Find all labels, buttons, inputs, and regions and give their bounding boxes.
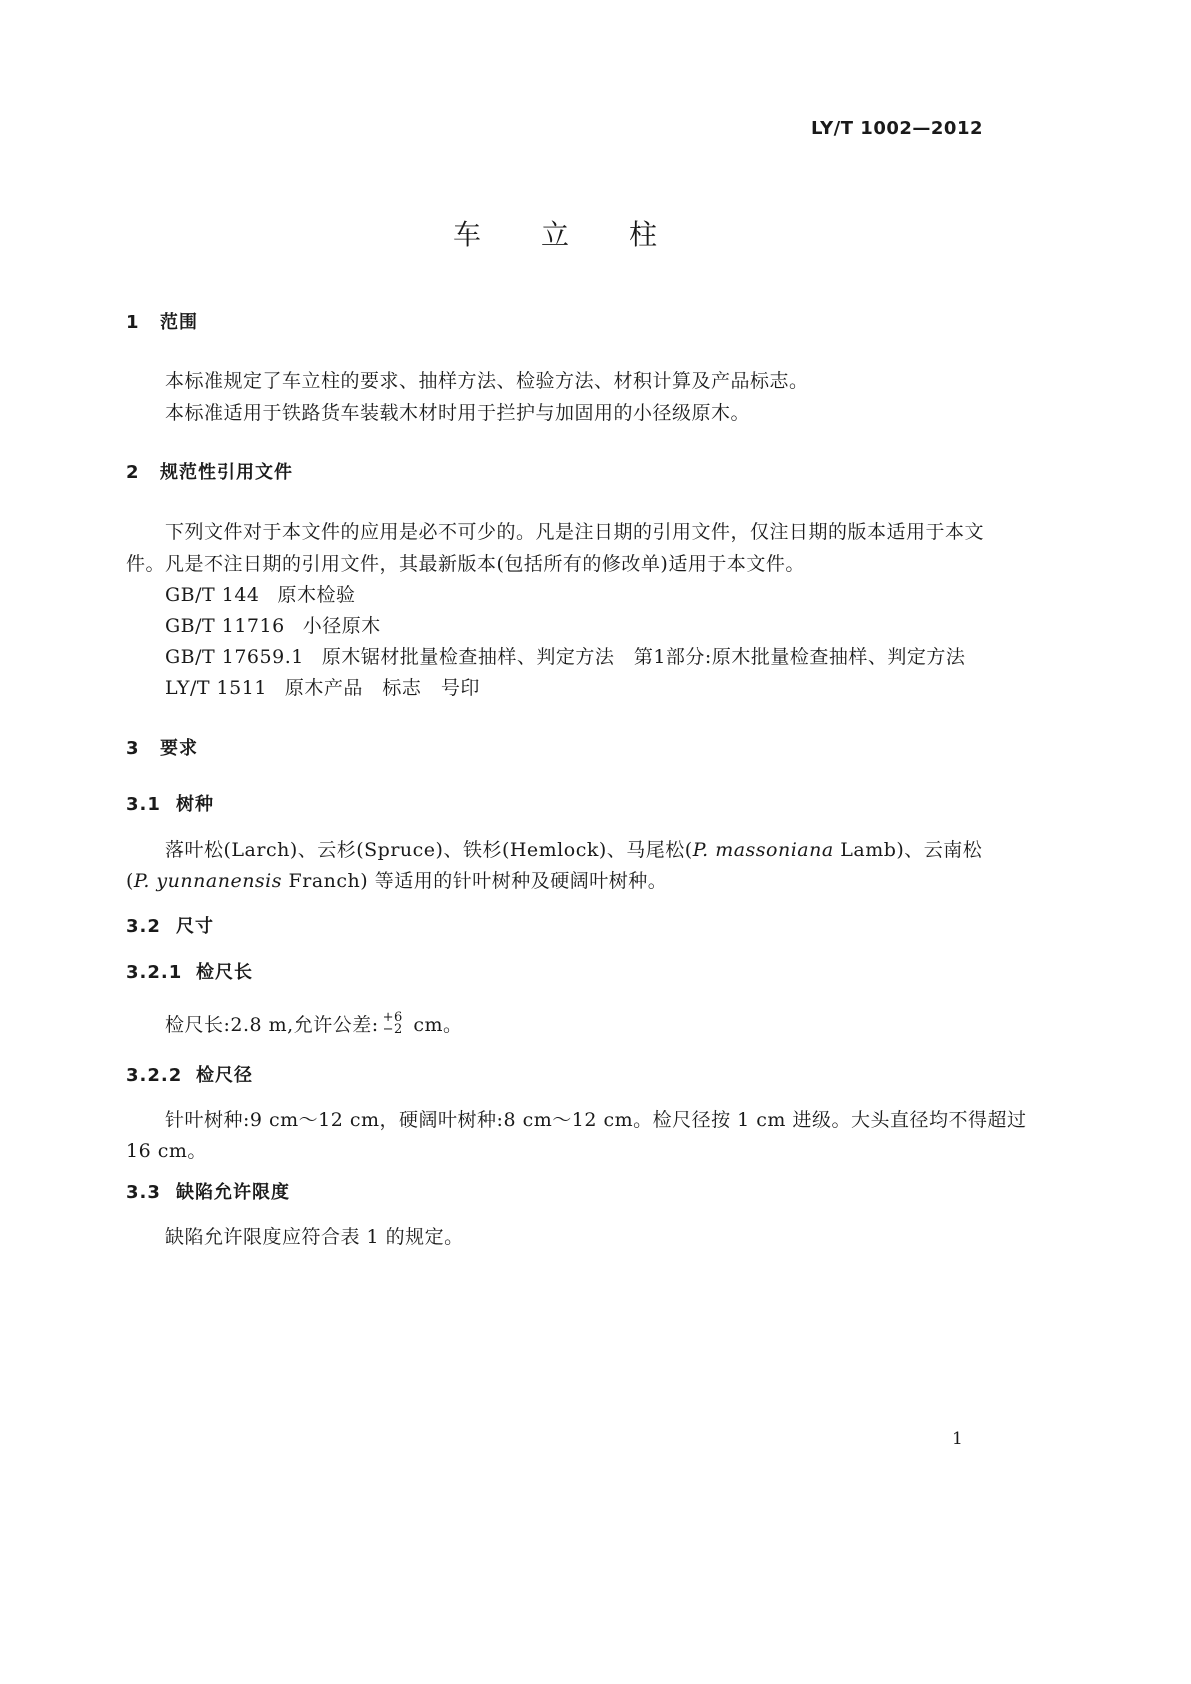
section-3-heading: [126, 734, 198, 760]
reference-item: [165, 673, 480, 700]
section-title: 尺寸: [176, 916, 214, 937]
tolerance-fraction: [383, 1012, 403, 1036]
species-text: 落叶松(Larch)、云杉(Spruce)、铁杉(Hemlock)、马尾松(: [165, 839, 693, 861]
section-3-2-1-heading: [126, 958, 253, 984]
reference-item: [165, 642, 965, 669]
page-title: 车立柱: [453, 218, 718, 251]
section-1-paragraph-1: 本标准规定了车立柱的要求、抽样方法、检验方法、材积计算及产品标志。: [165, 370, 809, 392]
section-number: 3: [126, 738, 140, 759]
section-title: 规范性引用文件: [160, 462, 293, 483]
section-1-paragraph-2: 本标准适用于铁路货车装载木材时用于拦护与加固用的小径级原木。: [165, 402, 751, 424]
reference-item: [165, 611, 381, 638]
section-number: 3.3: [126, 1182, 161, 1203]
species-text: Lamb)、云南松: [833, 839, 983, 861]
reference-code: GB/T 144: [165, 584, 260, 606]
species-text: Franch) 等适用的针叶树种及硬阔叶树种。: [282, 870, 668, 892]
section-3-3-heading: [126, 1178, 290, 1204]
section-3-2-2-heading: [126, 1061, 253, 1087]
standard-code: LY/T 1002—2012: [810, 118, 983, 139]
latin-name: P. massoniana: [692, 839, 834, 861]
section-number: 3.2.1: [126, 962, 183, 983]
section-title: 缺陷允许限度: [176, 1182, 290, 1203]
section-title: 要求: [160, 738, 198, 759]
latin-name: P. yunnanensis: [133, 870, 283, 892]
length-unit: cm。: [406, 1014, 463, 1036]
diameter-line-2: 16 cm。: [126, 1140, 207, 1162]
tolerance-upper: +6: [382, 1010, 403, 1025]
section-2-paragraph-line-2: 件。凡是不注日期的引用文件，其最新版本(包括所有的修改单)适用于本文件。: [126, 553, 805, 575]
section-title: 检尺长: [196, 962, 253, 983]
section-1-heading: [126, 308, 198, 334]
length-tolerance-text: [165, 1010, 463, 1038]
reference-name: 原木锯材批量检查抽样、判定方法 第1部分:原木批量检查抽样、判定方法: [321, 646, 966, 668]
section-number: 2: [126, 462, 140, 483]
length-text: 检尺长:2.8 m,允许公差:: [165, 1014, 379, 1036]
reference-name: 小径原木: [302, 615, 381, 637]
section-title: 范围: [160, 312, 198, 333]
reference-code: GB/T 17659.1: [165, 646, 304, 668]
species-text: (: [126, 870, 134, 892]
tolerance-lower: −2: [382, 1022, 403, 1037]
species-line-1: [165, 835, 982, 862]
section-2-paragraph-line-1: 下列文件对于本文件的应用是必不可少的。凡是注日期的引用文件，仅注日期的版本适用于本文: [165, 521, 985, 543]
section-number: 3.2.2: [126, 1065, 183, 1086]
section-number: 3.2: [126, 916, 161, 937]
reference-code: GB/T 11716: [165, 615, 285, 637]
defect-limit-text: 缺陷允许限度应符合表 1 的规定。: [165, 1226, 464, 1248]
section-number: 1: [126, 312, 140, 333]
reference-code: LY/T 1511: [165, 677, 267, 699]
reference-name: 原木产品 标志 号印: [284, 677, 480, 699]
section-2-heading: [126, 458, 293, 484]
section-3-2-heading: [126, 912, 214, 938]
section-number: 3.1: [126, 794, 161, 815]
reference-name: 原木检验: [277, 584, 356, 606]
page-number: 1: [952, 1429, 963, 1449]
section-title: 树种: [176, 794, 214, 815]
section-3-1-heading: [126, 790, 214, 816]
section-title: 检尺径: [196, 1065, 253, 1086]
reference-item: [165, 580, 356, 607]
species-line-2: [126, 866, 667, 893]
diameter-line-1: 针叶树种:9 cm～12 cm，硬阔叶树种:8 cm～12 cm。检尺径按 1 cm 进级。大头直径均不得超过: [165, 1109, 1027, 1131]
